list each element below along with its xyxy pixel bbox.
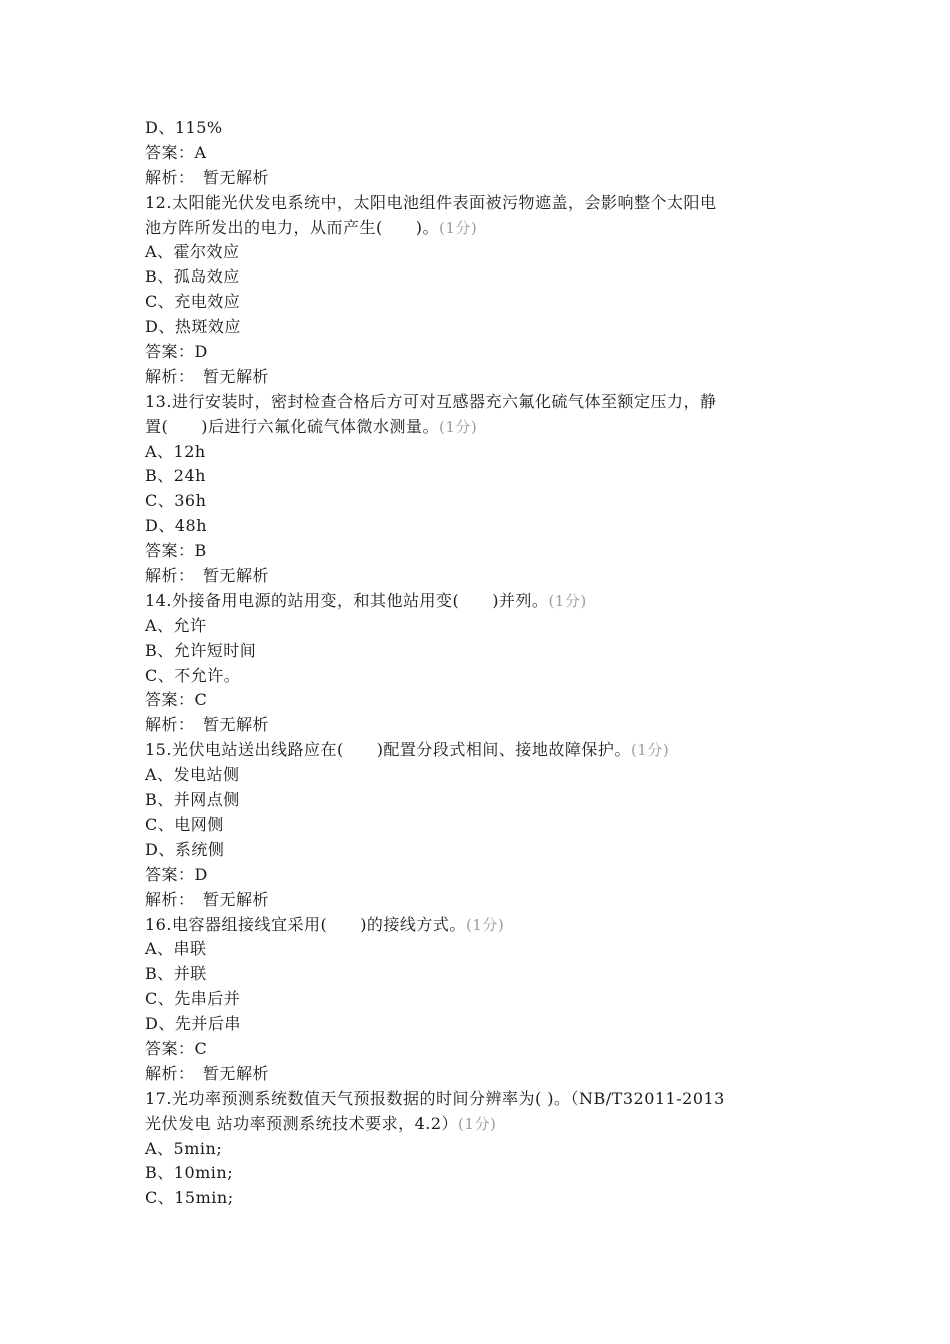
- question-block: [145, 1087, 810, 1211]
- option-item: A、允许: [145, 615, 207, 635]
- option-item: D、先并后串: [145, 1014, 241, 1034]
- question-block: [145, 390, 810, 589]
- analysis-line: 解析： 暂无解析: [145, 566, 270, 586]
- option-item: A、发电站侧: [145, 765, 240, 785]
- question-text: 15.光伏电站送出线路应在( )配置分段式相间、接地故障保护。: [145, 740, 631, 760]
- option-item: C、15min;: [145, 1188, 234, 1208]
- question-text-line: [145, 415, 810, 440]
- question-text-line: [145, 1087, 810, 1112]
- question-text-line: [145, 913, 810, 938]
- answer-prev: 答案：A: [145, 142, 207, 162]
- option-item: B、孤岛效应: [145, 267, 240, 287]
- question-block: [145, 191, 810, 390]
- question-text-line: [145, 390, 810, 415]
- analysis-line: 解析： 暂无解析: [145, 889, 270, 909]
- option-item: A、霍尔效应: [145, 242, 240, 262]
- option-d-prev: D、115%: [145, 118, 223, 137]
- question-block: [145, 738, 810, 912]
- score-label: (1分): [465, 915, 505, 934]
- option-item: B、10min;: [145, 1163, 234, 1183]
- analysis-line: 解析： 暂无解析: [145, 366, 270, 386]
- analysis-line: 解析： 暂无解析: [145, 715, 270, 735]
- question-block: [145, 589, 810, 738]
- option-item: B、24h: [145, 466, 206, 486]
- answer-line: 答案：C: [145, 1038, 208, 1058]
- question-text: 12.太阳能光伏发电系统中，太阳电池组件表面被污物遮盖，会影响整个太阳电: [145, 192, 717, 212]
- score-label: (1分): [548, 591, 587, 610]
- option-item: C、先串后并: [145, 989, 241, 1009]
- option-item: D、48h: [145, 516, 207, 536]
- option-item: A、串联: [145, 939, 207, 959]
- analysis-line: 解析： 暂无解析: [145, 1063, 270, 1083]
- question-text: 置( )后进行六氟化硫气体微水测量。: [145, 416, 439, 436]
- option-item: C、电网侧: [145, 814, 224, 834]
- question-text: 17.光功率预测系统数值天气预报数据的时间分辨率为( )。（NB/T32011-2013: [145, 1088, 725, 1108]
- score-label: (1分): [630, 741, 670, 760]
- option-item: B、允许短时间: [145, 640, 257, 660]
- option-item: B、并联: [145, 964, 207, 984]
- option-item: A、12h: [145, 441, 206, 461]
- answer-line: 答案：C: [145, 690, 208, 710]
- question-text: 13.进行安装时，密封检查合格后方可对互感器充六氟化硫气体至额定压力，静: [145, 391, 717, 411]
- option-item: C、充电效应: [145, 292, 241, 312]
- exam-page: [145, 116, 810, 1211]
- answer-line: 答案：D: [145, 342, 208, 362]
- question-text: 16.电容器组接线宜采用( )的接线方式。: [145, 914, 466, 934]
- answer-line: 答案：B: [145, 541, 207, 561]
- question-text-line: [145, 589, 810, 614]
- question-block: [145, 913, 810, 1087]
- option-item: C、36h: [145, 491, 207, 511]
- option-item: B、并网点侧: [145, 790, 240, 810]
- analysis-prev: 解析： 暂无解析: [145, 167, 270, 187]
- question-text-line: [145, 1112, 810, 1137]
- score-label: (1分): [458, 1114, 497, 1133]
- question-text-line: [145, 191, 810, 216]
- score-label: (1分): [439, 218, 478, 237]
- question-text: 池方阵所发出的电力，从而产生( )。: [145, 217, 439, 237]
- option-item: D、热斑效应: [145, 317, 241, 337]
- option-item: D、系统侧: [145, 839, 225, 859]
- score-label: (1分): [439, 417, 478, 436]
- question-text-line: [145, 216, 810, 241]
- option-item: C、不允许。: [145, 665, 241, 685]
- answer-line: 答案：D: [145, 864, 208, 884]
- question-text-line: [145, 738, 810, 763]
- question-text: 14.外接备用电源的站用变，和其他站用变( )并列。: [145, 590, 549, 610]
- option-item: A、5min;: [145, 1138, 223, 1158]
- question-list: [145, 191, 810, 1212]
- question-text: 光伏发电 站功率预测系统技术要求，4.2）: [145, 1113, 459, 1133]
